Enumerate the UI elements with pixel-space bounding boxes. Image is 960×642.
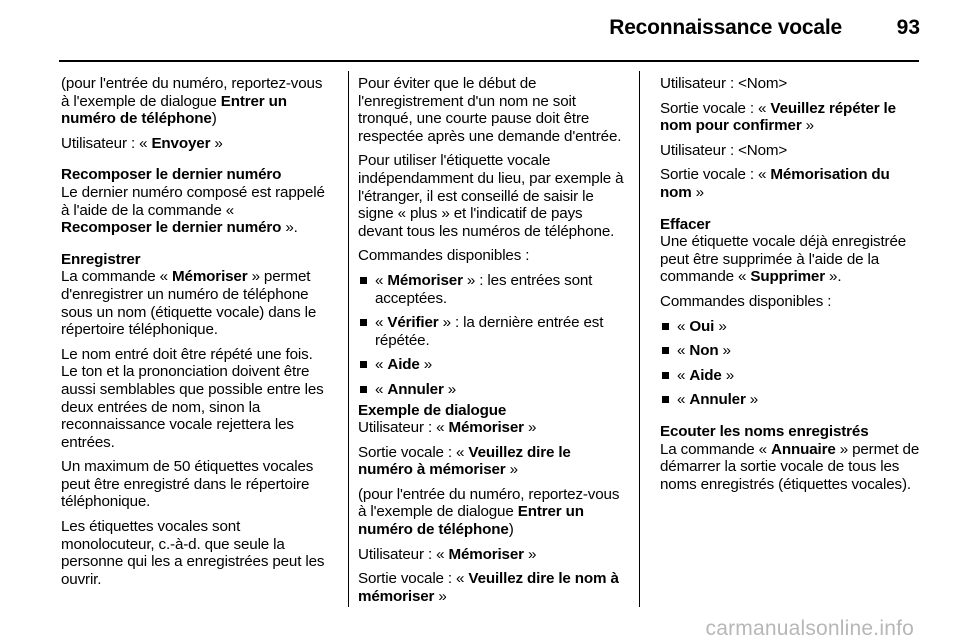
example-user-line-2: Utilisateur : « Mémoriser » bbox=[358, 545, 537, 563]
list-item: « Aide » bbox=[358, 356, 624, 374]
page-number: 93 bbox=[896, 16, 920, 39]
watermark: carmanualsonline.info bbox=[705, 617, 914, 640]
user-name-line-2: Utilisateur : <Nom> bbox=[660, 141, 788, 159]
square-bullet-icon bbox=[360, 319, 367, 326]
example-intro-paragraph: (pour l'entrée du numéro, reportez-vous à l'exemple de dialogue Entrer un numéro de téléphone) bbox=[358, 485, 620, 539]
column-1 bbox=[61, 75, 326, 595]
voice-stored-line: Sortie vocale : « Mémorisation du nom » bbox=[660, 166, 890, 201]
list-item: « Oui » bbox=[660, 318, 922, 336]
commands-label: Commandes disponibles : bbox=[660, 292, 832, 310]
square-bullet-icon bbox=[360, 386, 367, 393]
user-name-line: Utilisateur : <Nom> bbox=[660, 75, 788, 92]
store-section: Enregistrer La commande « Mémoriser » permet d'enregistrer un numéro de téléphone sous un nom (étiquette vocale) dans le répertoire téléphonique. bbox=[61, 251, 326, 339]
column-2 bbox=[358, 75, 624, 612]
delete-heading: Effacer bbox=[660, 215, 711, 233]
dialogue-reference: Entrer un numéro de téléphone bbox=[61, 92, 287, 128]
list-item: « Vérifier » : la dernière entrée est répétée. bbox=[358, 314, 624, 349]
header-rule bbox=[59, 60, 919, 62]
voice-repeat-line: Sortie vocale : « Veuillez répéter le nom pour confirmer » bbox=[660, 99, 896, 135]
listen-section: Ecouter les noms enregistrés La commande « Annuaire » permet de démarrer la sortie vocale de tous les noms enregistrés (étiquettes vocales). bbox=[660, 423, 922, 493]
mono-speaker-paragraph: Les étiquettes vocales sont monolocuteur, c.-à-d. que seule la personne qui les a enregistrées peut les ouvrir. bbox=[61, 518, 325, 588]
column-divider-1 bbox=[348, 71, 349, 607]
square-bullet-icon bbox=[360, 361, 367, 368]
recall-section: Recomposer le dernier numéro Le dernier numéro composé est rappelé à l'aide de la commande « Recomposer le dernier numéro ». bbox=[61, 166, 325, 237]
delete-section: Effacer Une étiquette vocale déjà enregistrée peut être supprimée à l'aide de la commande « Supprimer ». bbox=[660, 216, 922, 286]
square-bullet-icon bbox=[662, 372, 669, 379]
example-user-line: Exemple de dialogue Utilisateur : « Mémoriser » bbox=[358, 402, 624, 437]
list-item: « Annuler » bbox=[660, 391, 922, 409]
location-paragraph: Pour utiliser l'étiquette vocale indépendamment du lieu, par exemple à l'étranger, il est conseillé de saisir le signe « plus » et l'indicatif de pays devant tous les numéros de téléphone. bbox=[358, 152, 624, 240]
store-heading: Enregistrer bbox=[61, 250, 141, 268]
max-tags-paragraph: Un maximum de 50 étiquettes vocales peut être enregistré dans le répertoire téléphonique. bbox=[61, 458, 314, 511]
pause-paragraph: Pour éviter que le début de l'enregistrement d'un nom ne soit tronqué, une courte pause doit être respectée après une demande d'entrée. bbox=[358, 75, 622, 145]
example-heading: Exemple de dialogue bbox=[358, 401, 507, 419]
list-item: « Aide » bbox=[660, 367, 922, 385]
page-header bbox=[0, 0, 960, 60]
example-voice-line-2: Sortie vocale : « Veuillez dire le nom à mémoriser » bbox=[358, 570, 619, 605]
list-item: « Annuler » bbox=[358, 381, 624, 399]
square-bullet-icon bbox=[360, 277, 367, 284]
intro-paragraph: (pour l'entrée du numéro, reportez-vous à l'exemple de dialogue Entrer un numéro de téléphone) bbox=[61, 75, 323, 128]
square-bullet-icon bbox=[662, 396, 669, 403]
list-item: « Non » bbox=[660, 342, 922, 360]
recall-heading: Recomposer le dernier numéro bbox=[61, 166, 282, 184]
column-3 bbox=[660, 75, 922, 500]
column-divider-2 bbox=[639, 71, 640, 607]
listen-heading: Ecouter les noms enregistrés bbox=[660, 422, 869, 440]
example-voice-line: Sortie vocale : « Veuillez dire le numéro à mémoriser » bbox=[358, 443, 571, 479]
name-repeat-paragraph: Le nom entré doit être répété une fois. Le ton et la prononciation doivent être aussi semblables que possible entre les deux entrées de nom, sinon la reconnaissance vocale rejettera les entrées. bbox=[61, 345, 324, 451]
square-bullet-icon bbox=[662, 347, 669, 354]
section-title: Reconnaissance vocale bbox=[609, 16, 842, 39]
square-bullet-icon bbox=[662, 323, 669, 330]
user-send-line: Utilisateur : « Envoyer » bbox=[61, 134, 223, 152]
dialogue-reference: Entrer un numéro de téléphone bbox=[358, 503, 584, 539]
commands-label: Commandes disponibles : bbox=[358, 247, 530, 265]
list-item: « Mémoriser » : les entrées sont acceptées. bbox=[358, 272, 624, 307]
